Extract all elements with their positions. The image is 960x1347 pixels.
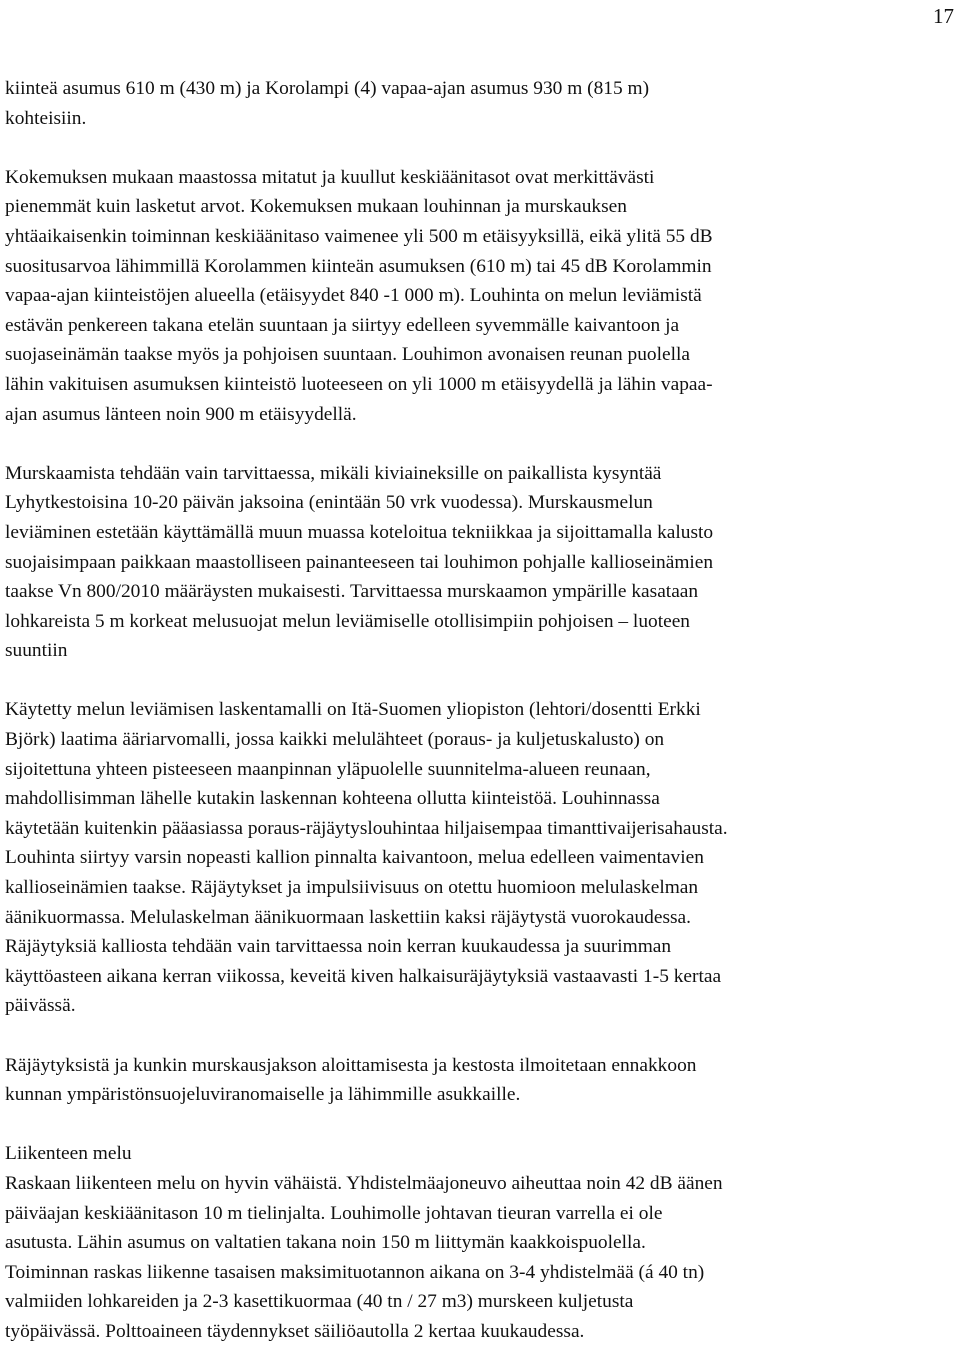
text-line: kallioseinämien taakse. Räjäytykset ja impulsiivisuus on otettu huomioon melulaskelman [5,877,699,899]
text-line: käytetään kuitenkin pääasiassa poraus-räjäytyslouhintaa hiljaisempaa timanttivaijerisahausta. [5,817,728,839]
text-line: kohteisiin. [5,107,87,129]
text-line: pienemmät kuin lasketut arvot. Kokemuksen mukaan louhinnan ja murskauksen [5,196,627,218]
text-line: työpäivässä. Polttoaineen täydennykset säiliöautolla 2 kertaa kuukaudessa. [5,1320,585,1342]
text-line: Murskaamista tehdään vain tarvittaessa, mikäli kiviaineksille on paikallista kysyntää [5,462,662,484]
paragraph [5,459,960,666]
paragraph [5,1139,960,1346]
text-line: mahdollisimman lähelle kutakin laskennan kohteena ollutta kiinteistöä. Louhinnassa [5,788,660,810]
page-number: 17 [933,4,954,28]
text-line: Louhinta siirtyy varsin nopeasti kallion pinnalta kaivantoon, melua edelleen vaimentavien [5,847,704,869]
text-line: taakse Vn 800/2010 määräysten mukaisesti. Tarvittaessa murskaamon ympärille kasataan [5,581,699,603]
text-line: Raskaan liikenteen melu on hyvin vähäistä. Yhdistelmäajoneuvo aiheuttaa noin 42 dB äänen [5,1172,723,1194]
text-line: ajan asumus länteen noin 900 m etäisyydellä. [5,403,357,425]
text-line: Liikenteen melu [5,1143,132,1165]
text-line: suojaseinämän taakse myös ja pohjoisen suuntaan. Louhimon avonaisen reunan puolella [5,344,690,366]
text-line: Räjäytyksiä kalliosta tehdään vain tarvittaessa noin kerran kuukaudessa ja suurimman [5,936,672,958]
text-line: äänikuormassa. Melulaskelman äänikuormaan laskettiin kaksi räjäytystä vuorokaudessa. [5,906,692,928]
text-line: käyttöasteen aikana kerran viikossa, keveitä kiven halkaisuräjäytyksiä vastaavasti 1-5 kertaa [5,965,722,987]
text-line: kunnan ympäristönsuojeluviranomaiselle ja lähimmille asukkaille. [5,1084,521,1106]
text-line: Räjäytyksistä ja kunkin murskausjakson aloittamisesta ja kestosta ilmoitetaan ennakkoon [5,1054,697,1076]
paragraph [5,163,960,429]
text-line: sijoitettuna yhteen pisteeseen maanpinnan yläpuolelle suunnitelma-alueen reunaan, [5,758,651,780]
text-line: suositusarvoa lähimmillä Korolammen kiinteän asumuksen (610 m) tai 45 dB Korolammin [5,255,712,277]
text-line: Toiminnan raskas liikenne tasaisen maksimituotannon aikana on 3-4 yhdistelmää (á 40 tn) [5,1261,705,1283]
text-line: asutusta. Lähin asumus on valtatien takana noin 150 m liittymän kaakkoispuolella. [5,1232,646,1254]
text-line: päiväajan keskiäänitason 10 m tielinjalta. Louhimolle johtavan tieuran varrella ei ole [5,1202,663,1224]
document-body [5,74,960,1347]
text-line: päivässä. [5,995,76,1017]
text-line: yhtäaikaisenkin toiminnan keskiäänitaso vaimenee yli 500 m etäisyyksillä, eikä ylitä 55 dB [5,225,713,247]
text-line: leviäminen estetään käyttämällä muun muassa koteloitua tekniikkaa ja sijoittamalla kalusto [5,521,714,543]
text-line: Lyhytkestoisina 10-20 päivän jaksoina (enintään 50 vrk vuodessa). Murskausmelun [5,492,653,514]
paragraph [5,1051,960,1110]
text-line: lohkareista 5 m korkeat melusuojat melun leviämiselle otollisimpiin pohjoisen – luoteen [5,610,691,632]
text-line: Björk) laatima ääriarvomalli, jossa kaikki melulähteet (poraus- ja kuljetuskalusto) on [5,729,665,751]
text-line: estävän penkereen takana etelän suuntaan ja siirtyy edelleen syvemmälle kaivantoon ja [5,314,680,336]
text-line: suuntiin [5,640,68,662]
text-line: vapaa-ajan kiinteistöjen alueella (etäisyydet 840 -1 000 m). Louhinta on melun leviämistä [5,285,702,307]
text-line: suojaisimpaan paikkaan maastolliseen painanteeseen tai louhimon pohjalle kallioseinämien [5,551,714,573]
text-line: Käytetty melun leviämisen laskentamalli on Itä-Suomen yliopiston (lehtori/dosentti Erkki [5,699,701,721]
text-line: kiinteä asumus 610 m (430 m) ja Korolampi (4) vapaa-ajan asumus 930 m (815 m) [5,78,650,99]
paragraph [5,74,960,133]
text-line: valmiiden lohkareiden ja 2-3 kasettikuormaa (40 tn / 27 m3) murskeen kuljetusta [5,1291,634,1313]
text-line: Kokemuksen mukaan maastossa mitatut ja kuullut keskiäänitasot ovat merkittävästi [5,166,655,188]
text-line: lähin vakituisen asumuksen kiinteistö luoteeseen on yli 1000 m etäisyydellä ja lähin vapaa- [5,373,713,395]
paragraph [5,695,960,1021]
